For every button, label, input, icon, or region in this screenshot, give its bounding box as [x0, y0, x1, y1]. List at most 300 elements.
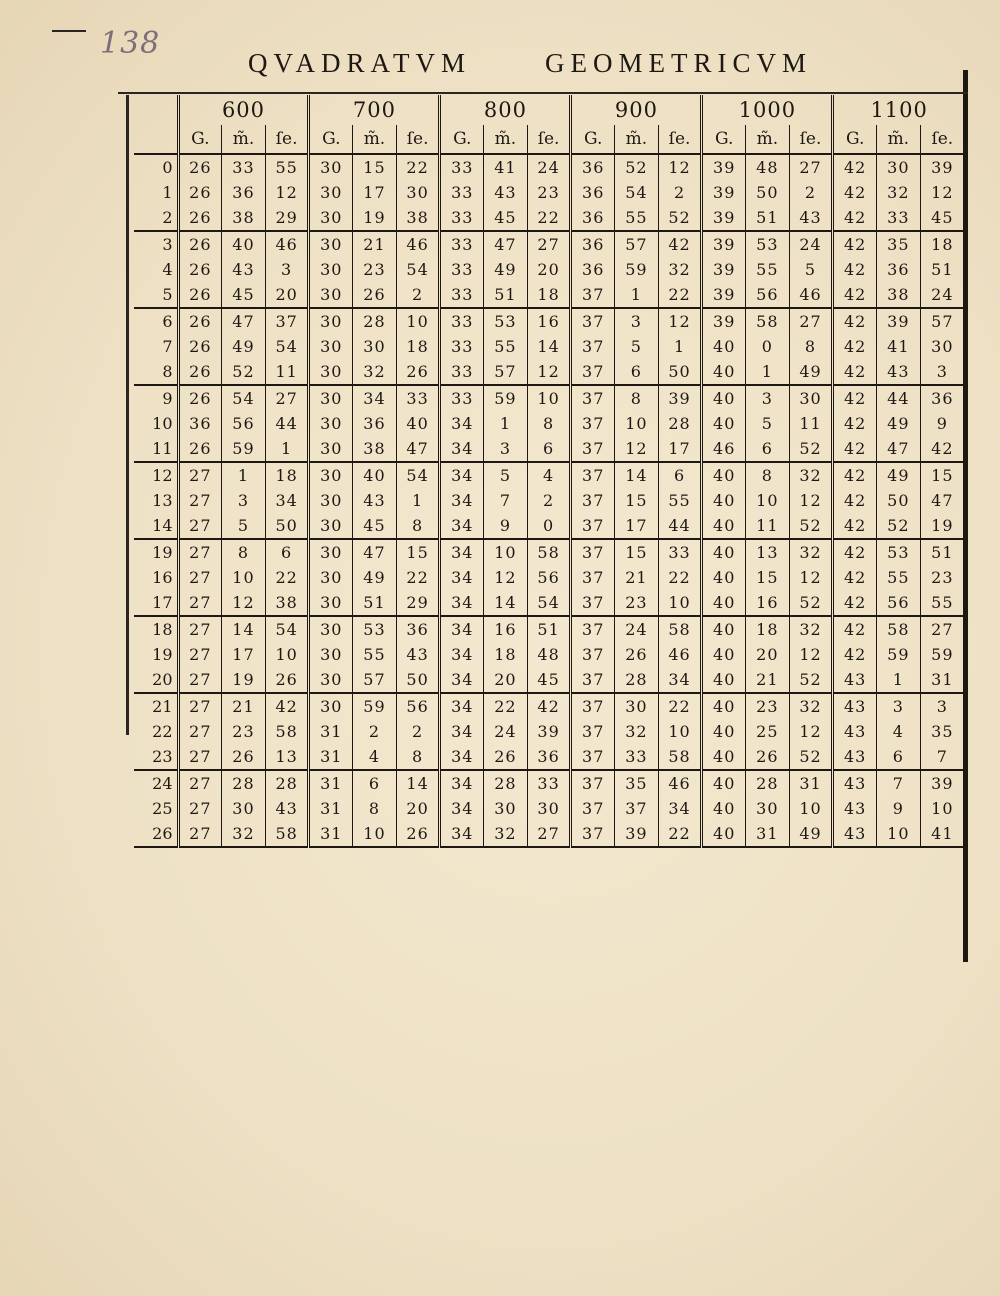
top-dash-mark [52, 30, 86, 32]
table-cell: 30 [309, 616, 353, 642]
table-cell: 22 [658, 565, 702, 590]
table-cell: 6 [877, 744, 921, 770]
table-cell: 30 [746, 796, 790, 821]
table-cell: 30 [309, 282, 353, 308]
table-cell: 34 [440, 590, 484, 616]
table-row [134, 539, 964, 565]
table-cell: 27 [789, 154, 833, 180]
table-cell: 37 [571, 796, 615, 821]
table-cell: 8 [789, 334, 833, 359]
table-cell: 16 [746, 590, 790, 616]
table-cell: 37 [571, 770, 615, 796]
table-cell: 59 [484, 385, 528, 411]
table-cell: 55 [484, 334, 528, 359]
table-cell: 36 [178, 411, 222, 436]
table-cell: 59 [222, 436, 266, 462]
table-row [134, 513, 964, 539]
table-cell: 22 [658, 821, 702, 847]
table-cell: 39 [920, 770, 964, 796]
left-border-rule [126, 95, 129, 735]
table-cell: 25 [746, 719, 790, 744]
table-cell: 54 [527, 590, 571, 616]
table-cell: 23 [222, 719, 266, 744]
table-cell: 26 [178, 436, 222, 462]
table-cell: 28 [615, 667, 659, 693]
table-cell: 50 [877, 488, 921, 513]
table-cell: 34 [440, 821, 484, 847]
table-cell: 16 [527, 308, 571, 334]
column-header-row [134, 95, 964, 125]
table-cell: 38 [222, 205, 266, 231]
table-cell: 58 [265, 821, 309, 847]
table-cell: 7 [877, 770, 921, 796]
table-cell: 43 [396, 642, 440, 667]
table-cell: 49 [353, 565, 397, 590]
table-cell: 43 [833, 693, 877, 719]
table-cell: 1 [658, 334, 702, 359]
table-cell: 8 [527, 411, 571, 436]
table-cell: 37 [265, 308, 309, 334]
table-cell: 22 [396, 154, 440, 180]
table-cell: 18 [527, 282, 571, 308]
table-cell: 30 [309, 539, 353, 565]
corner-cell [134, 95, 178, 125]
table-cell: 3 [920, 359, 964, 385]
table-cell: 40 [702, 334, 746, 359]
row-label: 1 [162, 182, 173, 202]
table-cell: 40 [702, 411, 746, 436]
table-row [134, 744, 964, 770]
table-cell: 22 [527, 205, 571, 231]
table-cell: 7 [484, 488, 528, 513]
table-cell: 46 [396, 231, 440, 257]
row-label: 8 [134, 359, 178, 385]
table-cell: 27 [178, 539, 222, 565]
unit-header: G. [309, 125, 353, 154]
table-cell: 33 [440, 231, 484, 257]
table-row [134, 282, 964, 308]
table-cell: 33 [440, 359, 484, 385]
row-label: 22 [152, 721, 173, 741]
column-header: 600 [178, 95, 309, 125]
table-cell: 27 [265, 385, 309, 411]
table-cell: 42 [833, 231, 877, 257]
table-cell: 31 [309, 719, 353, 744]
table-cell: 34 [440, 770, 484, 796]
table-cell: 43 [833, 770, 877, 796]
table-cell: 1 [396, 488, 440, 513]
table-cell: 40 [702, 693, 746, 719]
table-cell: 52 [789, 513, 833, 539]
table-cell: 26 [178, 205, 222, 231]
table-cell: 56 [527, 565, 571, 590]
table-cell: 55 [658, 488, 702, 513]
table-cell: 50 [746, 180, 790, 205]
table-row [134, 334, 964, 359]
table-cell: 37 [571, 334, 615, 359]
table-cell: 2 [396, 719, 440, 744]
table-cell: 50 [396, 667, 440, 693]
table-cell: 51 [920, 539, 964, 565]
table-cell: 49 [484, 257, 528, 282]
table-cell: 59 [920, 642, 964, 667]
table-cell: 50 [265, 513, 309, 539]
table-cell: 22 [658, 282, 702, 308]
table-cell: 15 [353, 154, 397, 180]
table-cell: 3 [920, 693, 964, 719]
table-cell: 51 [746, 205, 790, 231]
table-cell: 52 [658, 205, 702, 231]
table-cell: 42 [658, 231, 702, 257]
table-cell: 36 [571, 180, 615, 205]
table-cell: 35 [877, 231, 921, 257]
table-cell: 10 [877, 821, 921, 847]
table-cell: 42 [833, 642, 877, 667]
table-cell: 57 [484, 359, 528, 385]
table-cell: 27 [178, 590, 222, 616]
table-cell: 36 [571, 154, 615, 180]
table-cell: 21 [222, 693, 266, 719]
table-cell: 34 [353, 385, 397, 411]
column-header: 1000 [702, 95, 833, 125]
table-cell: 47 [877, 436, 921, 462]
table-cell: 31 [309, 796, 353, 821]
table-row [134, 180, 964, 205]
table-cell: 58 [658, 616, 702, 642]
table-cell: 26 [178, 154, 222, 180]
table-cell: 27 [527, 821, 571, 847]
table-cell: 37 [571, 821, 615, 847]
table-cell: 27 [789, 308, 833, 334]
column-header: 800 [440, 95, 571, 125]
table-cell: 51 [353, 590, 397, 616]
table-cell: 10 [615, 411, 659, 436]
table-cell: 26 [178, 359, 222, 385]
table-cell: 32 [615, 719, 659, 744]
table-cell: 8 [746, 462, 790, 488]
table-cell: 59 [877, 642, 921, 667]
row-label: 13 [152, 490, 173, 510]
row-label: 2 [134, 205, 178, 231]
table-cell: 6 [527, 436, 571, 462]
table-row [134, 488, 964, 513]
table-cell: 52 [615, 154, 659, 180]
unit-header: G. [440, 125, 484, 154]
table-cell: 49 [789, 821, 833, 847]
table-cell: 36 [527, 744, 571, 770]
table-cell: 37 [571, 359, 615, 385]
table-cell: 37 [571, 513, 615, 539]
table-cell: 26 [615, 642, 659, 667]
row-label: 20 [134, 667, 178, 693]
table-cell: 43 [484, 180, 528, 205]
table-cell: 24 [920, 282, 964, 308]
row-label: 3 [162, 234, 173, 254]
table-cell: 43 [877, 359, 921, 385]
table-cell: 49 [877, 411, 921, 436]
table-cell: 32 [658, 257, 702, 282]
table-cell: 31 [746, 821, 790, 847]
table-cell: 40 [702, 770, 746, 796]
table-cell: 30 [309, 359, 353, 385]
table-cell: 12 [789, 565, 833, 590]
table-cell: 40 [702, 513, 746, 539]
table-cell: 52 [789, 436, 833, 462]
table-cell: 27 [178, 693, 222, 719]
table-cell: 8 [396, 513, 440, 539]
table-row [134, 411, 964, 436]
row-label: 11 [134, 436, 178, 462]
table-cell: 42 [833, 436, 877, 462]
table-cell: 37 [571, 616, 615, 642]
row-label: 26 [134, 821, 178, 847]
table-cell: 26 [178, 385, 222, 411]
table-cell: 52 [789, 667, 833, 693]
table-cell: 30 [527, 796, 571, 821]
row-label: 12 [152, 465, 173, 485]
table-cell: 40 [396, 411, 440, 436]
table-cell: 8 [353, 796, 397, 821]
table-cell: 53 [877, 539, 921, 565]
table-cell: 21 [746, 667, 790, 693]
table-cell: 55 [353, 642, 397, 667]
table-cell: 43 [833, 796, 877, 821]
table-cell: 30 [309, 308, 353, 334]
table-cell: 42 [920, 436, 964, 462]
table-cell: 55 [615, 205, 659, 231]
table-cell: 34 [440, 488, 484, 513]
table-cell: 27 [920, 616, 964, 642]
unit-header: ſe. [658, 125, 702, 154]
table-cell: 28 [658, 411, 702, 436]
table-cell: 34 [440, 539, 484, 565]
table-cell: 29 [396, 590, 440, 616]
table-cell: 56 [222, 411, 266, 436]
table-cell: 5 [615, 334, 659, 359]
table-cell: 30 [789, 385, 833, 411]
table-cell: 27 [527, 231, 571, 257]
table-cell: 40 [702, 359, 746, 385]
row-label: 7 [162, 336, 173, 356]
table-cell: 18 [396, 334, 440, 359]
table-cell: 39 [527, 719, 571, 744]
table-cell: 31 [789, 770, 833, 796]
table-cell: 50 [658, 359, 702, 385]
table-cell: 32 [789, 539, 833, 565]
table-cell: 42 [527, 693, 571, 719]
table-cell: 21 [615, 565, 659, 590]
table-cell: 37 [571, 667, 615, 693]
table-cell: 21 [353, 231, 397, 257]
table-cell: 14 [484, 590, 528, 616]
table-cell: 20 [746, 642, 790, 667]
table-cell: 42 [833, 385, 877, 411]
table-cell: 33 [440, 154, 484, 180]
table-cell: 17 [222, 642, 266, 667]
table-cell: 34 [440, 411, 484, 436]
table-cell: 39 [702, 231, 746, 257]
table-cell: 43 [833, 719, 877, 744]
table-cell: 12 [484, 565, 528, 590]
table-cell: 27 [178, 488, 222, 513]
table-cell: 6 [265, 539, 309, 565]
table-cell: 28 [484, 770, 528, 796]
table-cell: 52 [877, 513, 921, 539]
table-cell: 51 [920, 257, 964, 282]
row-label: 5 [134, 282, 178, 308]
table-cell: 37 [571, 590, 615, 616]
table-cell: 36 [396, 616, 440, 642]
table-cell: 32 [222, 821, 266, 847]
table-cell: 34 [440, 616, 484, 642]
table-cell: 13 [265, 744, 309, 770]
table-cell: 41 [920, 821, 964, 847]
unit-header: m̃. [353, 125, 397, 154]
unit-header: m̃. [746, 125, 790, 154]
table-cell: 55 [746, 257, 790, 282]
table-row [134, 693, 964, 719]
table-cell: 32 [484, 821, 528, 847]
table-cell: 36 [571, 257, 615, 282]
table-cell: 37 [571, 565, 615, 590]
table-cell: 24 [527, 154, 571, 180]
table-cell: 22 [484, 693, 528, 719]
table-cell: 41 [877, 334, 921, 359]
table-cell: 37 [571, 693, 615, 719]
table-cell: 36 [353, 411, 397, 436]
table-cell: 30 [309, 257, 353, 282]
table-cell: 40 [702, 462, 746, 488]
table-cell: 12 [265, 180, 309, 205]
table-cell: 37 [615, 796, 659, 821]
table-cell: 8 [396, 744, 440, 770]
table-cell: 1 [746, 359, 790, 385]
table-cell: 10 [920, 796, 964, 821]
table-cell: 31 [920, 667, 964, 693]
table-cell: 58 [746, 308, 790, 334]
table-cell: 23 [353, 257, 397, 282]
table-cell: 31 [309, 770, 353, 796]
table-cell: 22 [265, 565, 309, 590]
table-cell: 9 [877, 796, 921, 821]
table-cell: 40 [702, 565, 746, 590]
table-cell: 1 [484, 411, 528, 436]
table-cell: 27 [178, 513, 222, 539]
table-cell: 39 [615, 821, 659, 847]
table-cell: 26 [484, 744, 528, 770]
table-row [134, 642, 964, 667]
table-cell: 3 [877, 693, 921, 719]
table-cell: 55 [265, 154, 309, 180]
table-cell: 12 [658, 154, 702, 180]
table-cell: 26 [396, 821, 440, 847]
table-cell: 40 [702, 642, 746, 667]
table-cell: 34 [658, 667, 702, 693]
row-label: 16 [152, 567, 173, 587]
table-cell: 4 [527, 462, 571, 488]
table-cell: 46 [789, 282, 833, 308]
title-left: QVADRATVM [248, 48, 472, 78]
table-cell: 32 [789, 693, 833, 719]
table-cell: 42 [833, 411, 877, 436]
table-cell: 27 [178, 462, 222, 488]
table-cell: 49 [222, 334, 266, 359]
table-cell: 26 [265, 667, 309, 693]
table-cell: 53 [353, 616, 397, 642]
row-label: 17 [134, 590, 178, 616]
table-cell: 54 [615, 180, 659, 205]
table-cell: 23 [920, 565, 964, 590]
table-cell: 58 [527, 539, 571, 565]
unit-header: ſe. [789, 125, 833, 154]
table-cell: 34 [440, 693, 484, 719]
table-cell: 18 [920, 231, 964, 257]
table-cell: 26 [178, 308, 222, 334]
table-cell: 43 [833, 667, 877, 693]
table-cell: 18 [265, 462, 309, 488]
table-cell: 26 [178, 180, 222, 205]
table-row [134, 719, 964, 744]
table-cell: 12 [789, 719, 833, 744]
table-cell: 52 [789, 590, 833, 616]
table-cell: 30 [353, 334, 397, 359]
table-cell: 48 [746, 154, 790, 180]
table-cell: 28 [265, 770, 309, 796]
table-cell: 26 [222, 744, 266, 770]
table-cell: 5 [746, 411, 790, 436]
table-cell: 45 [484, 205, 528, 231]
table-cell: 3 [615, 308, 659, 334]
table-cell: 5 [222, 513, 266, 539]
table-cell: 6 [615, 359, 659, 385]
table-cell: 32 [789, 462, 833, 488]
table-cell: 34 [440, 744, 484, 770]
table-cell: 37 [571, 744, 615, 770]
table-cell: 43 [222, 257, 266, 282]
row-label: 24 [152, 773, 173, 793]
table-cell: 15 [615, 539, 659, 565]
table-cell: 36 [571, 231, 615, 257]
table-cell: 1 [877, 667, 921, 693]
table-cell: 15 [746, 565, 790, 590]
table-cell: 10 [484, 539, 528, 565]
unit-header: G. [702, 125, 746, 154]
table-cell: 56 [746, 282, 790, 308]
table-cell: 42 [833, 488, 877, 513]
table-cell: 30 [309, 180, 353, 205]
table-cell: 33 [527, 770, 571, 796]
table-cell: 57 [615, 231, 659, 257]
table-cell: 2 [789, 180, 833, 205]
table-cell: 10 [527, 385, 571, 411]
table-cell: 39 [877, 308, 921, 334]
table-cell: 37 [571, 411, 615, 436]
table-cell: 51 [527, 616, 571, 642]
table-cell: 42 [833, 462, 877, 488]
unit-header: m̃. [877, 125, 921, 154]
table-row [134, 796, 964, 821]
unit-header: ſe. [527, 125, 571, 154]
table-cell: 2 [527, 488, 571, 513]
table-cell: 1 [265, 436, 309, 462]
table-cell: 38 [265, 590, 309, 616]
table-cell: 42 [833, 616, 877, 642]
table-cell: 31 [309, 821, 353, 847]
row-label: 19 [152, 644, 173, 664]
table-cell: 27 [178, 616, 222, 642]
table-cell: 44 [658, 513, 702, 539]
table-cell: 39 [702, 257, 746, 282]
